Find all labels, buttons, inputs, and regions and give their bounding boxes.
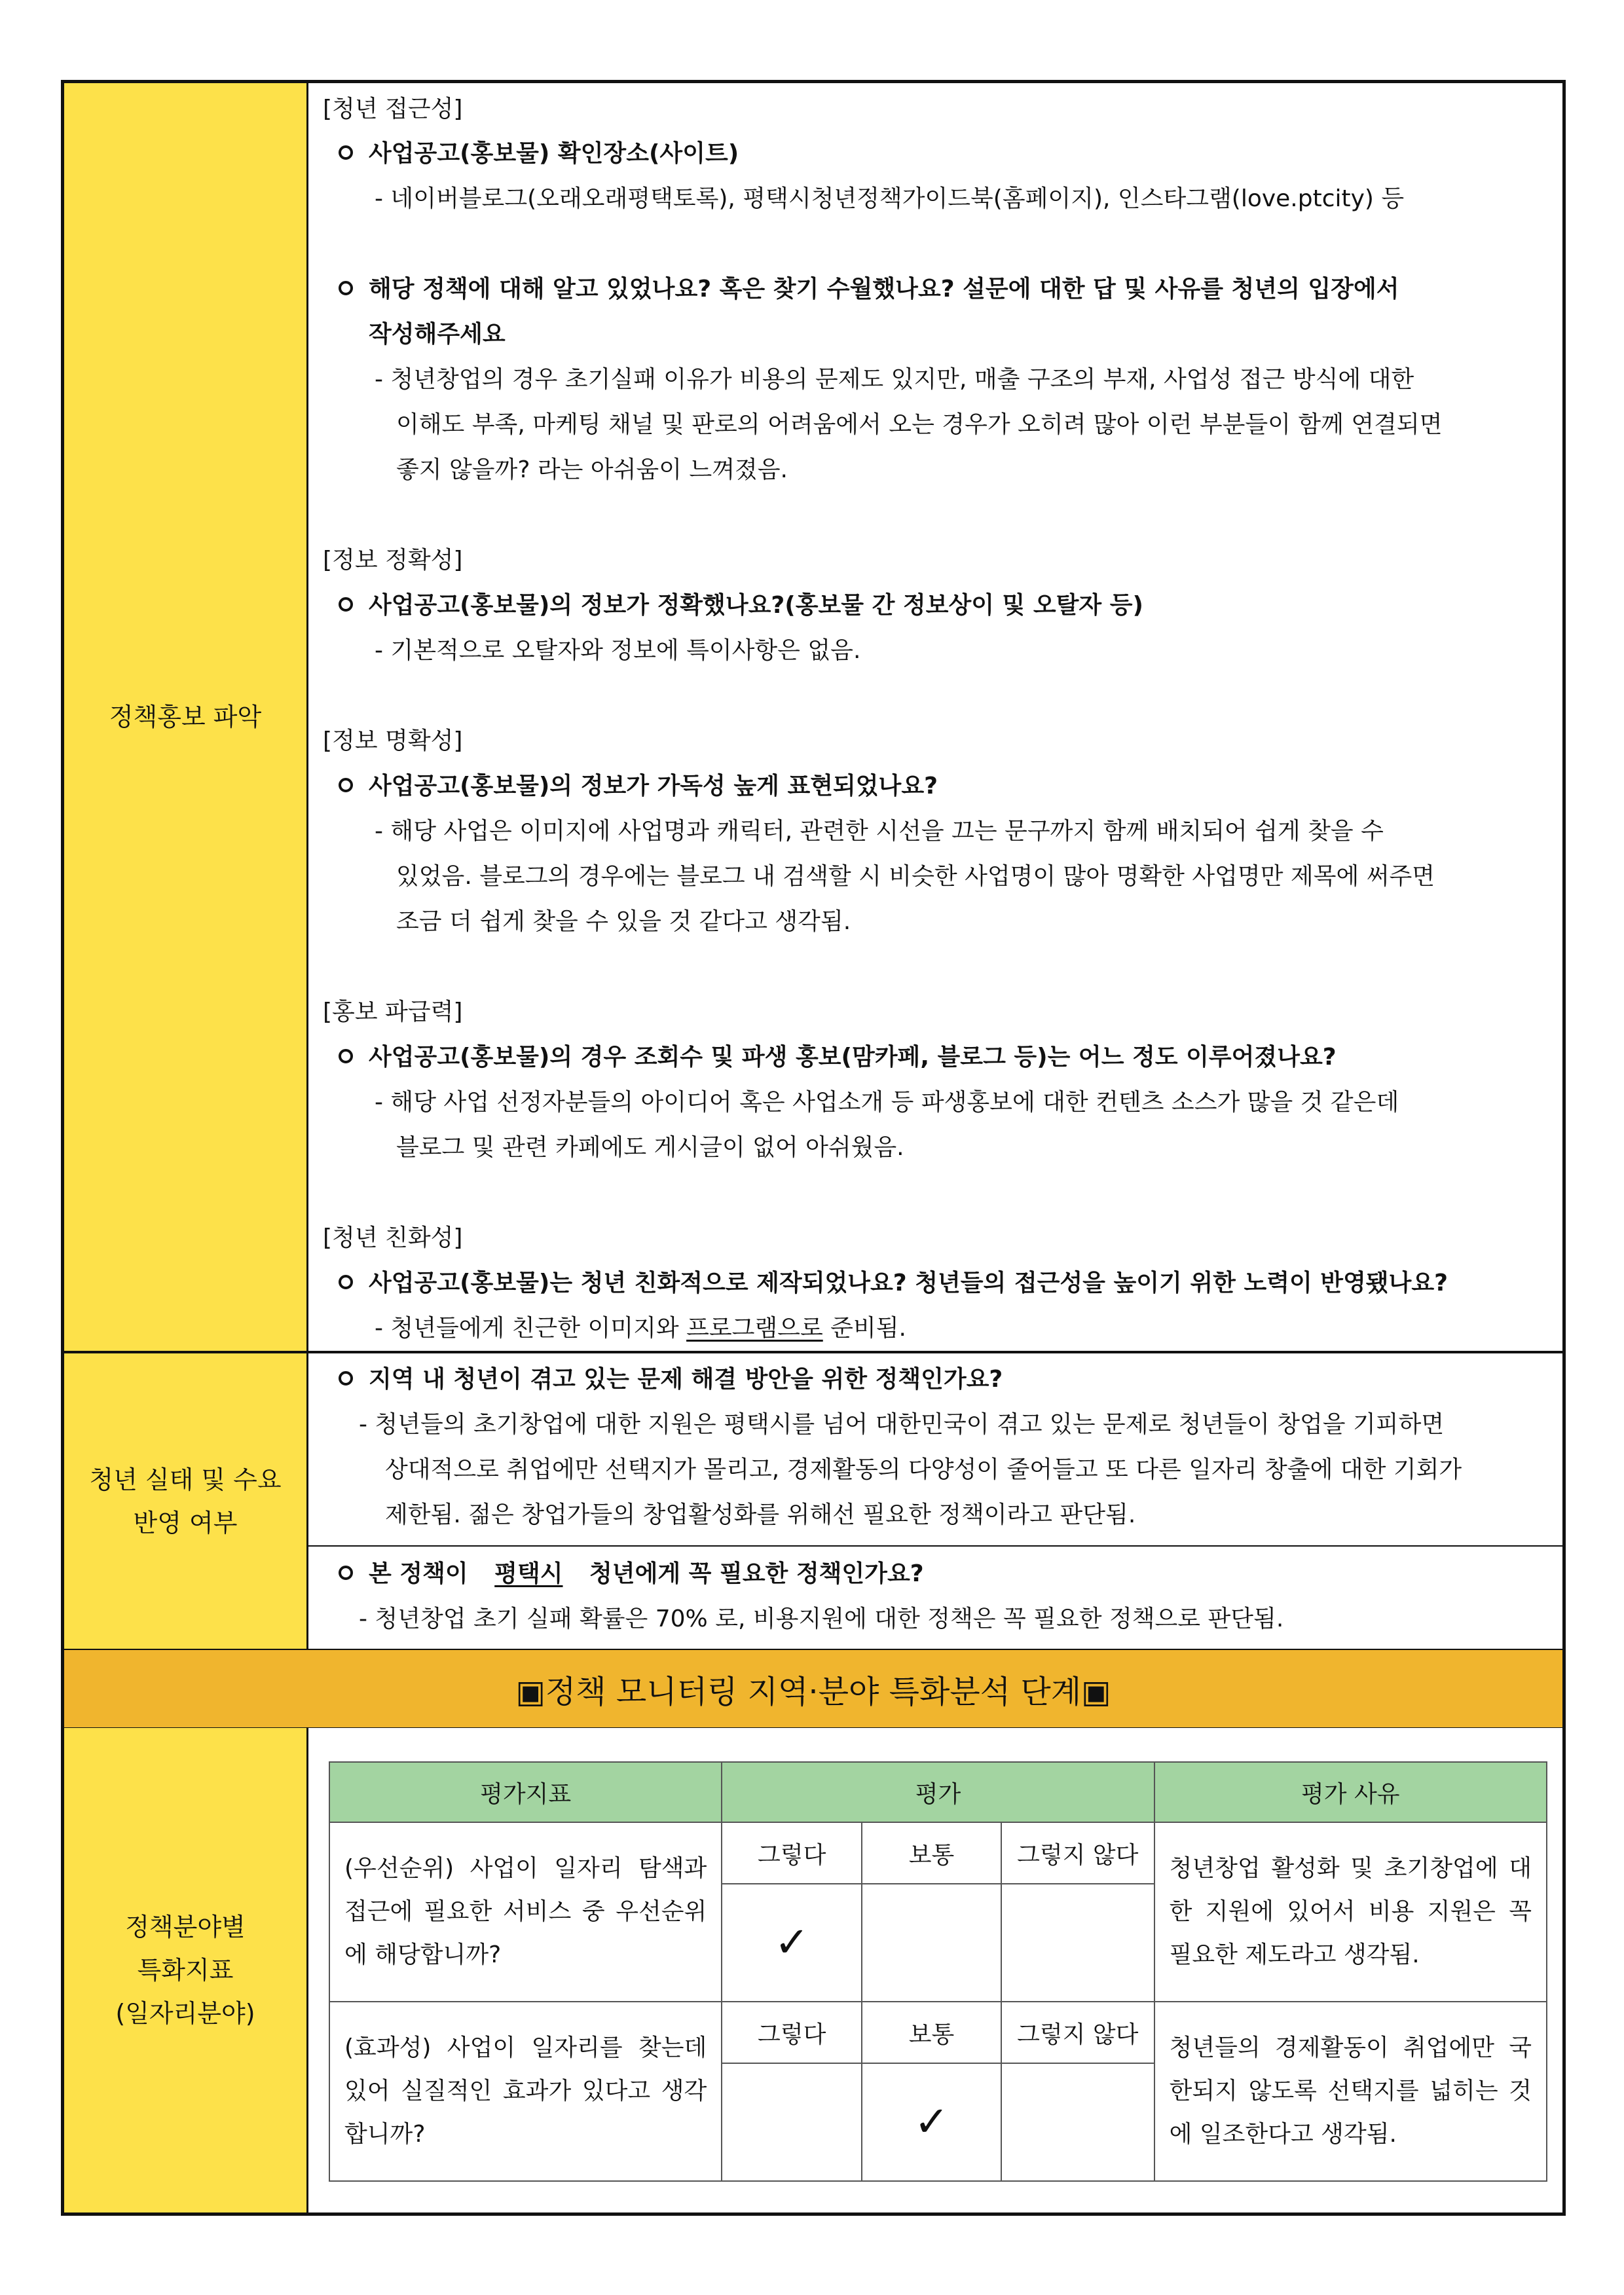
option-yes: 그렇다 (722, 2002, 862, 2063)
spread-answer: - 해당 사업 선정자분들의 아이디어 혹은 사업소개 등 파생홍보에 대한 컨텐츠 소스가 많을 것 같은데 (375, 1089, 1399, 1116)
circle-bullet-icon (339, 1566, 353, 1580)
clarity-answer-l3: 조금 더 쉽게 찾을 수 있을 것 같다고 생각됨. (396, 908, 851, 935)
header-indicator: 평가지표 (329, 1762, 722, 1822)
section-banner: ▣정책 모니터링 지역·분야 특화분석 단계▣ (64, 1650, 1562, 1727)
access-question-2: 해당 정책에 대해 알고 있었나요? 혹은 찾기 수월했나요? 설문에 대한 답 및 사유를 청년의 입장에서 (339, 274, 1399, 305)
accuracy-heading: [정보 정확성] (323, 547, 463, 574)
table-row (329, 2002, 1547, 2063)
reality-answer-2: - 청년창업 초기 실패 확률은 70% 로, 비용지원에 대한 정책은 꼭 필요한 정책으로 판단됨. (359, 1606, 1284, 1632)
access-answer-2: - 청년창업의 경우 초기실패 이유가 비용의 문제도 있지만, 매출 구조의 부재, 사업성 접근 방식에 대한 (375, 366, 1414, 393)
circle-bullet-icon (339, 1275, 353, 1289)
table-header-row (329, 1762, 1547, 1822)
option-neutral: 보통 (862, 2002, 1001, 2063)
clarity-answer: - 해당 사업은 이미지에 사업명과 캐릭터, 관련한 시선을 끄는 문구까지 함께 배치되어 쉽게 찾을 수 (375, 818, 1384, 845)
friendly-answer: - 청년들에게 친근한 이미지와 프로그램으로 준비됨. (375, 1315, 906, 1342)
accuracy-answer: - 기본적으로 오탈자와 정보에 특이사항은 없음. (375, 637, 861, 664)
indicator-cell: (효과성) 사업이 일자리를 찾는데 있어 실질적인 효과가 있다고 생각합니까? (329, 2002, 722, 2181)
header-reason: 평가 사유 (1154, 1762, 1547, 1822)
circle-bullet-icon (339, 145, 353, 160)
reason-cell: 청년창업 활성화 및 초기창업에 대한 지원에 있어서 비용 지원은 꼭 필요한 제도라고 생각됨. (1154, 1822, 1547, 2002)
option-no: 그렇지 않다 (1001, 2002, 1154, 2063)
field-label: 정책분야별 특화지표 (일자리분야) (115, 1912, 255, 2028)
circle-bullet-icon (339, 281, 353, 295)
header-evaluation: 평가 (722, 1762, 1154, 1822)
promo-label: 정책홍보 파악 (109, 703, 262, 731)
access-question-2-cont: 작성해주세요 (369, 321, 506, 348)
accuracy-question: 사업공고(홍보물)의 정보가 정확했나요?(홍보물 간 정보상이 및 오탈자 등) (339, 590, 1143, 621)
circle-bullet-icon (339, 778, 353, 792)
reality-answer-1: - 청년들의 초기창업에 대한 지원은 평택시를 넘어 대한민국이 겪고 있는 문제로 청년들이 창업을 기피하면 (359, 1411, 1445, 1438)
access-heading: [청년 접근성] (323, 96, 463, 122)
access-answer-2-l3: 좋지 않을까? 라는 아쉬움이 느껴졌음. (396, 456, 788, 483)
clarity-heading: [정보 명확성] (323, 727, 463, 754)
indicator-cell: (우선순위) 사업이 일자리 탐색과 접근에 필요한 서비스 중 우선순위에 해당합니까? (329, 1822, 722, 2002)
circle-bullet-icon (339, 1371, 353, 1386)
spread-heading: [홍보 파급력] (323, 999, 463, 1025)
option-no: 그렇지 않다 (1001, 1822, 1154, 1884)
clarity-question: 사업공고(홍보물)의 정보가 가독성 높게 표현되었나요? (339, 771, 938, 802)
access-answer-2-l2: 이해도 부족, 마케팅 채널 및 판로의 어려움에서 오는 경우가 오히려 많아 이런 부분들이 함께 연결되면 (396, 411, 1443, 438)
spread-answer-l2: 블로그 및 관련 카페에도 게시글이 없어 아쉬웠음. (396, 1134, 904, 1161)
option-neutral: 보통 (862, 1822, 1001, 1884)
clarity-answer-l2: 있었음. 블로그의 경우에는 블로그 내 검색할 시 비슷한 사업명이 많아 명확한 사업명만 제목에 써주면 (396, 863, 1435, 890)
access-answer-1: - 네이버블로그(오래오래평택토록), 평택시청년정책가이드북(홈페이지), 인스타그램(love.ptcity) 등 (375, 185, 1405, 212)
reality-label: 청년 실태 및 수요 반영 여부 (89, 1465, 282, 1537)
friendly-question: 사업공고(홍보물)는 청년 친화적으로 제작되었나요? 청년들의 접근성을 높이기 위한 노력이 반영됐나요? (339, 1268, 1448, 1299)
circle-bullet-icon (339, 597, 353, 612)
access-question-1: 사업공고(홍보물) 확인장소(사이트) (339, 138, 739, 170)
reason-cell: 청년들의 경제활동이 취업에만 국한되지 않도록 선택지를 넓히는 것에 일조한다고 생각됨. (1154, 2002, 1547, 2181)
table-row (329, 1822, 1547, 1884)
circle-bullet-icon (339, 1049, 353, 1063)
empty-check-cell (1001, 2063, 1154, 2181)
evaluation-table (329, 1761, 1547, 2182)
reality-answer-1-l2: 상대적으로 취업에만 선택지가 몰리고, 경제활동의 다양성이 줄어들고 또 다른 일자리 창출에 대한 기회가 (385, 1456, 1462, 1483)
reality-question-1: 지역 내 청년이 겪고 있는 문제 해결 방안을 위한 정책인가요? (339, 1364, 1003, 1395)
reality-answer-1-l3: 제한됨. 젊은 창업가들의 창업활성화를 위해선 필요한 정책이라고 판단됨. (385, 1501, 1136, 1528)
reality-question-2: 본 정책이 평택시 청년에게 꼭 필요한 정책인가요? (339, 1558, 924, 1590)
empty-check-cell (722, 2063, 862, 2181)
check-icon: ✓ (722, 1884, 862, 2002)
friendly-heading: [청년 친화성] (323, 1224, 463, 1251)
option-yes: 그렇다 (722, 1822, 862, 1884)
empty-check-cell (862, 1884, 1001, 2002)
check-icon: ✓ (862, 2063, 1001, 2181)
spread-question: 사업공고(홍보물)의 경우 조회수 및 파생 홍보(맘카페, 블로그 등)는 어느 정도 이루어졌나요? (339, 1042, 1337, 1073)
empty-check-cell (1001, 1884, 1154, 2002)
